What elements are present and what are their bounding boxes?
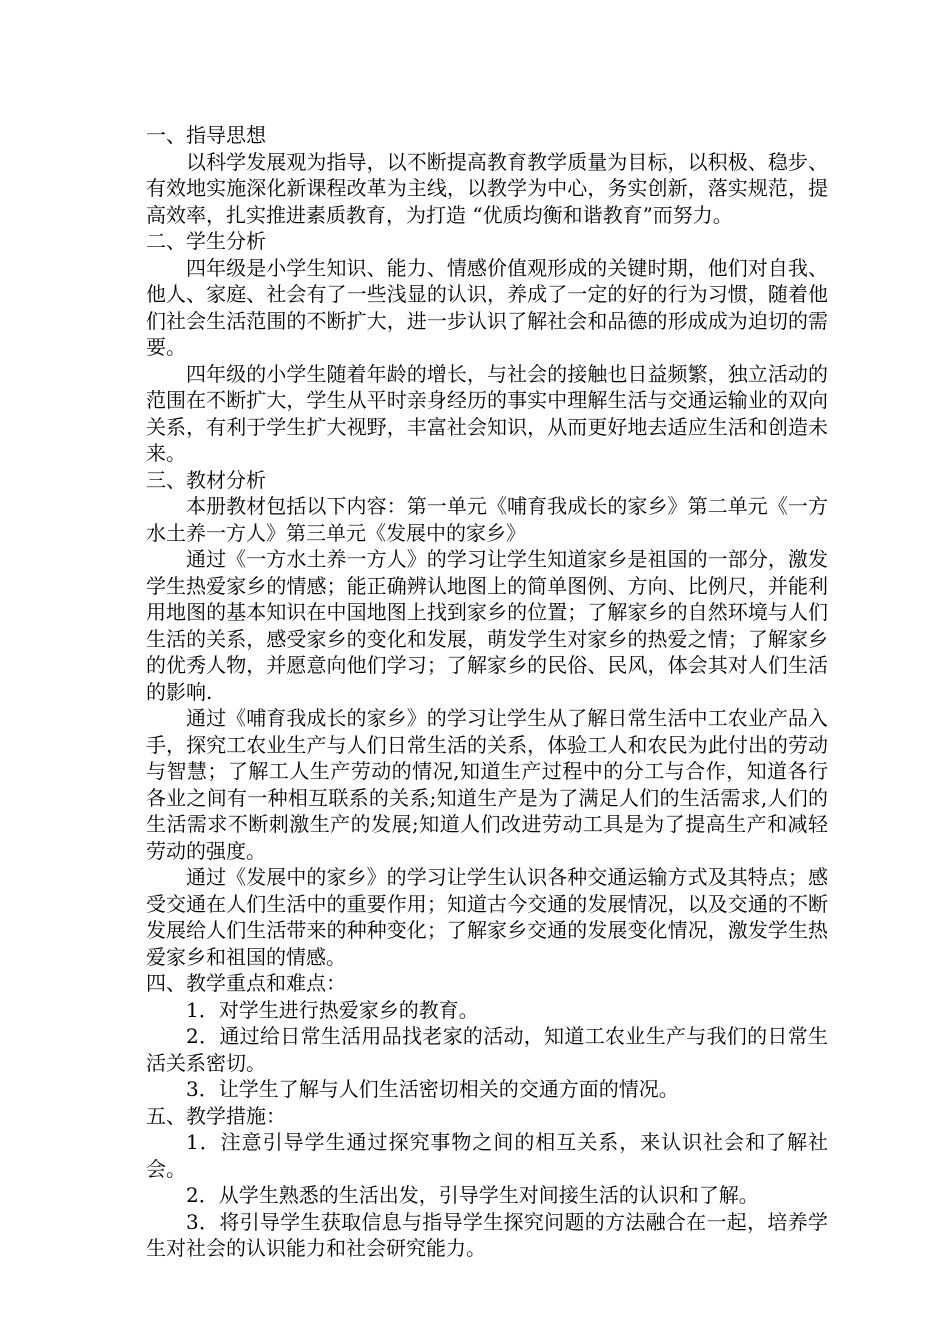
list-item: 3．让学生了解与人们生活密切相关的交通方面的情况。 [186, 1077, 679, 1101]
section-heading: 一、指导思想 [146, 123, 266, 147]
section-heading: 四、教学重点和难点： [146, 971, 346, 995]
paragraph: 本册教材包括以下内容：第一单元《哺育我成长的家乡》第二单元《一方水土养一方人》第三单元《发展中的家乡》 [146, 494, 828, 545]
paragraph: 四年级的小学生随着年龄的增长，与社会的接触也日益频繁，独立活动的范围在不断扩大，学生从平时亲身经历的事实中理解生活与交通运输业的双向关系，有利于学生扩大视野，丰富社会知识，从而更好地去适应生活和创造未来。 [146, 361, 828, 465]
list-item: 1．注意引导学生通过探究事物之间的相互关系，来认识社会和了解社会。 [146, 1130, 828, 1181]
paragraph: 通过《发展中的家乡》的学习让学生认识各种交通运输方式及其特点；感受交通在人们生活中的重要作用；知道古今交通的发展情况，以及交通的不断发展给人们生活带来的种种变化；了解家乡交通的发展变化情况，激发学生热爱家乡和祖国的情感。 [146, 865, 828, 969]
paragraph: 通过《一方水土养一方人》的学习让学生知道家乡是祖国的一部分，激发学生热爱家乡的情感；能正确辨认地图上的简单图例、方向、比例尺，并能利用地图的基本知识在中国地图上找到家乡的位置；了解家乡的自然环境与人们生活的关系，感受家乡的变化和发展，萌发学生对家乡的热爱之情；了解家乡的优秀人物，并愿意向他们学习；了解家乡的民俗、民风，体会其对人们生活的影响. [146, 547, 828, 704]
list-item: 2．从学生熟悉的生活出发，引导学生对间接生活的认识和了解。 [186, 1183, 759, 1207]
section-heading: 二、学生分析 [146, 229, 266, 253]
section-textbook-analysis [146, 467, 828, 971]
paragraph: 通过《哺育我成长的家乡》的学习让学生从了解日常生活中工农业产品入手，探究工农业生产与人们日常生活的关系，体验工人和农民为此付出的劳动与智慧；了解工人生产劳动的情况,知道生产过程中的分工与合作，知道各行各业之间有一种相互联系的关系;知道生产是为了满足人们的生活需求,人们的生活需求不断刺激生产的发展;知道人们改进劳动工具是为了提高生产和减轻劳动的强度。 [146, 706, 828, 863]
paragraph: 以科学发展观为指导，以不断提高教育教学质量为目标，以积极、稳步、有效地实施深化新课程改革为主线，以教学为中心，务实创新，落实规范，提高效率，扎实推进素质教育，为打造 “优质均衡和谐教育”而努力。 [146, 149, 828, 227]
document-body [146, 122, 828, 1262]
section-student-analysis [146, 228, 828, 467]
section-heading: 三、教材分析 [146, 467, 266, 492]
section-teaching-measures [146, 1103, 828, 1262]
paragraph: 四年级是小学生知识、能力、情感价值观形成的关键时期，他们对自我、他人、家庭、社会有了一些浅显的认识，养成了一定的好的行为习惯，随着他们社会生活范围的不断扩大，进一步认识了解社会和品德的形成成为迫切的需要。 [146, 255, 828, 359]
section-key-points [146, 970, 828, 1103]
list-item: 3．将引导学生获取信息与指导学生探究问题的方法融合在一起，培养学生对社会的认识能力和社会研究能力。 [146, 1209, 828, 1260]
list-item: 2．通过给日常生活用品找老家的活动，知道工农业生产与我们的日常生活关系密切。 [146, 1024, 828, 1075]
list-item: 1．对学生进行热爱家乡的教育。 [186, 997, 479, 1022]
section-guiding-thought [146, 122, 828, 228]
section-heading: 五、教学措施： [146, 1103, 286, 1128]
